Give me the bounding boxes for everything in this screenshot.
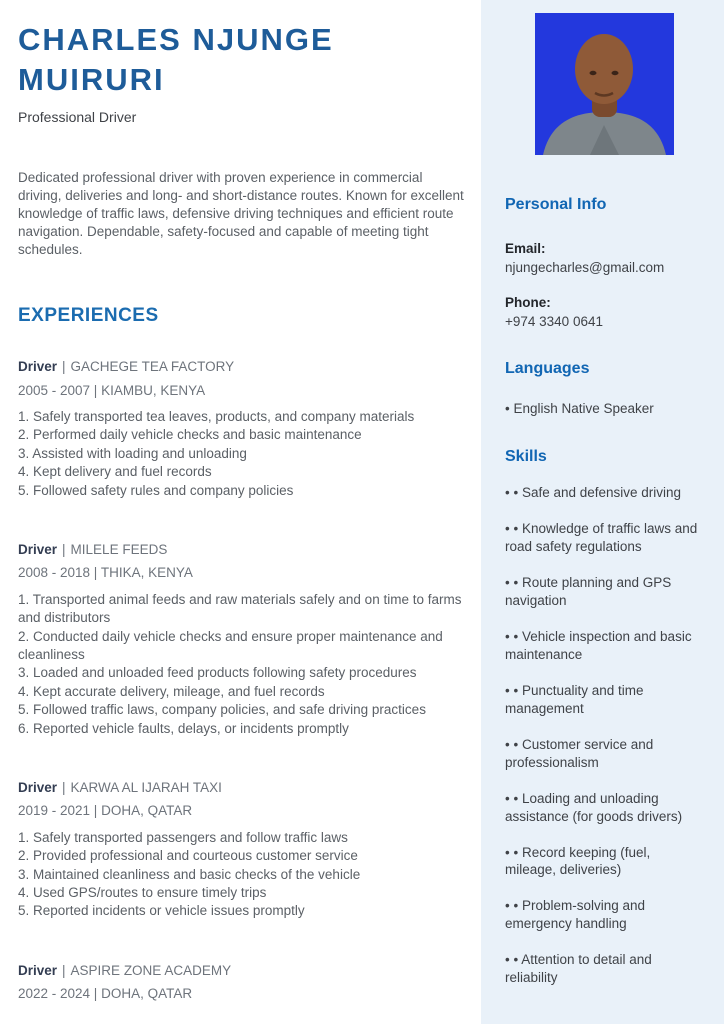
job-duties xyxy=(18,408,466,500)
profile-summary: Dedicated professional driver with proven experience in commercial driving, deliveries and long- and short-distance routes. Known for excellent knowledge of traffic laws, defensive driving techniques and efficient route navigation. Dependable, safety-focused and capable of meeting tight schedules. xyxy=(18,169,464,257)
job-dates-location: 2005 - 2007 | KIAMBU, KENYA xyxy=(18,382,206,398)
duty-item: 3. Assisted with loading and unloading xyxy=(18,445,247,461)
phone-label: Phone: xyxy=(505,295,551,311)
resume-sidebar xyxy=(481,0,724,1024)
email-label: Email: xyxy=(505,241,546,256)
duty-item: 1. Safely transported passengers and follow traffic laws xyxy=(18,830,348,846)
job-duties xyxy=(18,591,466,738)
experience-entry xyxy=(18,540,466,738)
duty-item: 5. Followed traffic laws, company policies, and safe driving practices xyxy=(18,702,426,718)
duty-item: 3. Loaded and unloaded feed products following safety procedures xyxy=(18,665,417,681)
job-title xyxy=(18,540,466,560)
duty-item: 5. Followed safety rules and company policies xyxy=(18,482,294,498)
pipe-separator: | xyxy=(62,779,66,795)
experiences-heading: EXPERIENCES xyxy=(18,304,159,326)
duty-item: 1. Safely transported tea leaves, products, and company materials xyxy=(18,409,415,425)
languages-heading: Languages xyxy=(505,360,590,378)
profile-photo xyxy=(535,13,674,155)
duty-item: 3. Maintained cleanliness and basic checks of the vehicle xyxy=(18,866,361,882)
candidate-name: CHARLES NJUNGE MUIRURI xyxy=(18,22,334,98)
personal-info-heading: Personal Info xyxy=(505,196,607,213)
duty-item: 2. Conducted daily vehicle checks and ensure proper maintenance and cleanliness xyxy=(18,628,443,663)
duty-item: 1. Transported animal feeds and raw materials safely and on time to farms and distributors xyxy=(18,592,462,626)
skill-item: • • Knowledge of traffic laws and road safety regulations xyxy=(505,521,698,555)
job-company: KARWA AL IJARAH TAXI xyxy=(70,779,222,795)
skill-item: • • Record keeping (fuel, mileage, deliveries) xyxy=(505,844,651,878)
duty-item: 4. Kept accurate delivery, mileage, and fuel records xyxy=(18,683,325,699)
job-title xyxy=(18,357,466,377)
skill-item: • • Problem-solving and emergency handling xyxy=(505,898,646,932)
job-company: ASPIRE ZONE ACADEMY xyxy=(70,962,232,978)
language-item: • English Native Speaker xyxy=(505,401,654,417)
job-role: Driver xyxy=(18,962,58,978)
duty-item: 5. Reported incidents or vehicle issues promptly xyxy=(18,903,305,919)
resume-main-column xyxy=(18,0,466,1004)
duty-item: 4. Used GPS/routes to ensure timely trips xyxy=(18,885,267,901)
job-role: Driver xyxy=(18,358,58,374)
skill-item: • • Vehicle inspection and basic maintenance xyxy=(505,628,692,662)
skills-heading: Skills xyxy=(505,448,547,466)
skill-item: • • Customer service and professionalism xyxy=(505,736,654,770)
duty-item: 2. Performed daily vehicle checks and basic maintenance xyxy=(18,427,362,443)
photo-eye-right xyxy=(612,71,619,75)
skill-item: • • Attention to detail and reliability xyxy=(505,952,652,986)
skill-item: • • Punctuality and time management xyxy=(505,682,644,716)
pipe-separator: | xyxy=(62,541,66,557)
email-value: njungecharles@gmail.com xyxy=(505,259,665,275)
job-role: Driver xyxy=(18,779,58,795)
job-title xyxy=(18,961,466,981)
job-duties xyxy=(18,829,466,921)
candidate-title: Professional Driver xyxy=(18,108,137,125)
skill-item: • • Safe and defensive driving xyxy=(505,485,682,501)
pipe-separator: | xyxy=(62,962,66,978)
personal-info-section xyxy=(505,196,704,330)
languages-section xyxy=(505,360,704,418)
duty-item: 6. Reported vehicle faults, delays, or incidents promptly xyxy=(18,720,349,736)
job-company: MILELE FEEDS xyxy=(70,541,168,557)
duty-item: 4. Kept delivery and fuel records xyxy=(18,464,212,480)
job-dates-location: 2019 - 2021 | DOHA, QATAR xyxy=(18,803,193,819)
experience-entry xyxy=(18,778,466,921)
phone-value: +974 3340 0641 xyxy=(505,313,603,329)
duty-item: 2. Provided professional and courteous customer service xyxy=(18,848,358,864)
photo-head xyxy=(575,34,633,104)
skill-item: • • Loading and unloading assistance (for goods drivers) xyxy=(505,790,683,824)
job-dates-location: 2008 - 2018 | THIKA, KENYA xyxy=(18,565,193,581)
job-company: GACHEGE TEA FACTORY xyxy=(70,358,235,374)
skills-section xyxy=(505,448,704,987)
job-role: Driver xyxy=(18,541,58,557)
experience-entry xyxy=(18,357,466,500)
experience-entry xyxy=(18,961,466,1004)
skill-item: • • Route planning and GPS navigation xyxy=(505,575,672,608)
photo-eye-left xyxy=(590,71,597,75)
job-title xyxy=(18,778,466,798)
job-dates-location: 2022 - 2024 | DOHA, QATAR xyxy=(18,986,193,1002)
pipe-separator: | xyxy=(62,358,66,374)
